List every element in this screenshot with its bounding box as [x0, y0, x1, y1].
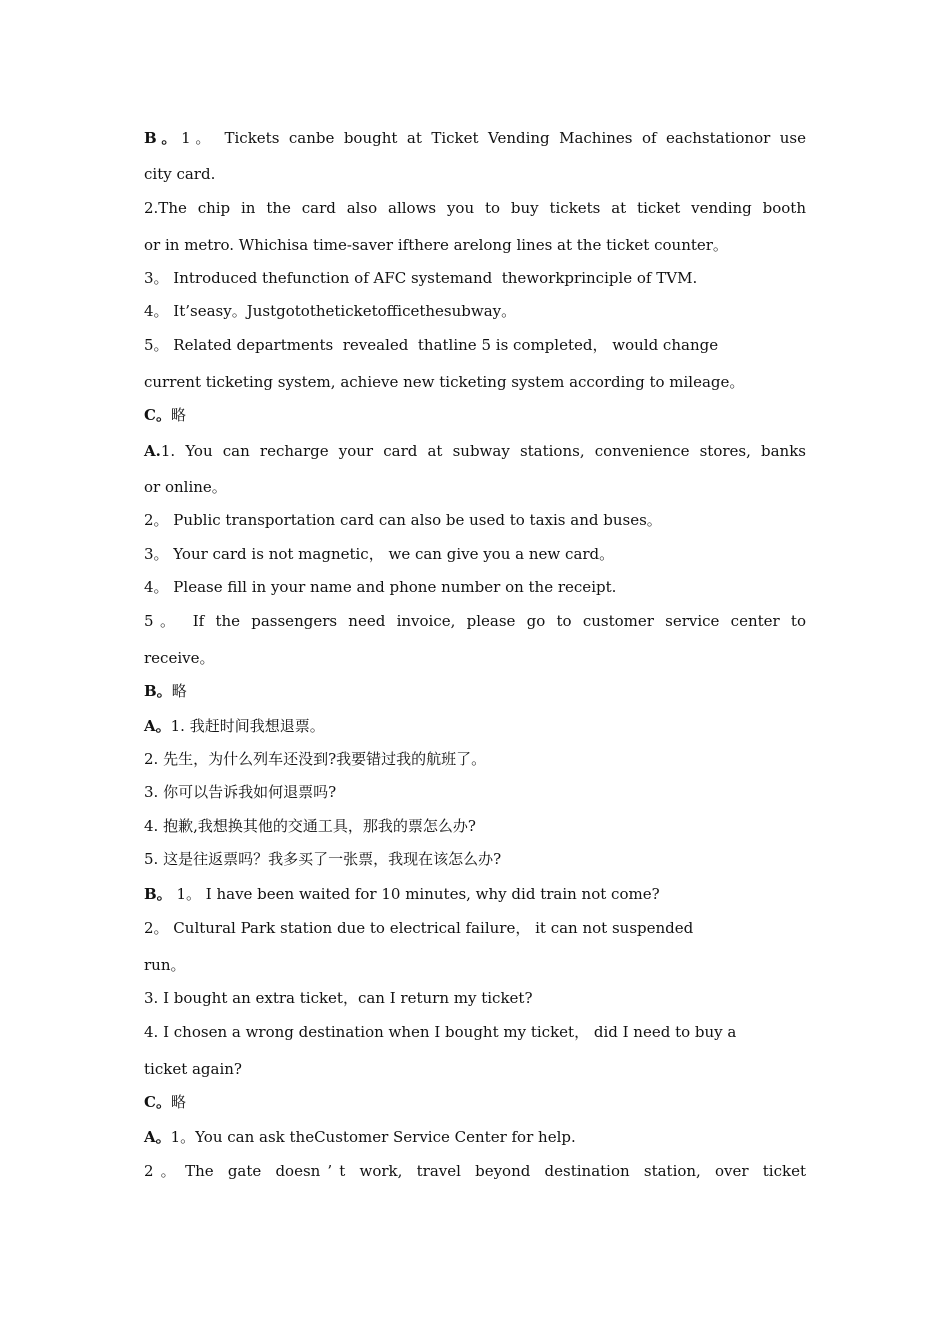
- line-text: 3。 Introduced thefunction of AFC systemand theworkprinciple of TVM.: [144, 269, 698, 287]
- line-text: 略: [171, 682, 187, 700]
- line-text: city card.: [144, 165, 216, 183]
- text-line: [144, 510, 662, 530]
- text-line: [144, 164, 215, 184]
- line-text: 3。 Your card is not magnetic， we can give you a new card。: [144, 545, 615, 563]
- line-text: 3. 你可以告诉我如何退票吗?: [144, 783, 337, 801]
- section-marker: C。: [144, 406, 171, 424]
- line-text: 4。 Please fill in your name and phone number on the receipt.: [144, 578, 617, 596]
- line-text: run。: [144, 956, 186, 974]
- line-text: 4。 It’seasy。Justgototheticketofficethesubway。: [144, 302, 517, 320]
- line-text: 1。 I have been waited for 10 minutes, why did train not come?: [171, 885, 660, 903]
- text-line: [144, 1059, 242, 1079]
- section-marker: A。: [144, 717, 171, 735]
- text-line: [144, 198, 806, 218]
- line-text: 5. 这是往返票吗？我多买了一张票，我现在该怎么办?: [144, 850, 502, 868]
- text-line: [144, 648, 214, 668]
- line-text: or in metro. Whichisa time-saver ifthere arelong lines at the ticket counter。: [144, 236, 728, 254]
- text-line: [144, 716, 325, 736]
- line-text: 略: [170, 1093, 186, 1111]
- line-text: ticket again?: [144, 1060, 242, 1078]
- text-line: [144, 235, 728, 255]
- line-text: current ticketing system, achieve new ticketing system according to mileage。: [144, 373, 745, 391]
- text-line: [144, 955, 186, 975]
- text-line: [144, 301, 516, 321]
- text-line: [144, 477, 227, 497]
- text-line: [144, 128, 806, 148]
- text-line: [144, 782, 336, 802]
- text-line: [144, 1161, 806, 1181]
- line-text: 略: [170, 406, 186, 424]
- text-line: [144, 1127, 576, 1147]
- text-line: [144, 884, 660, 904]
- text-line: [144, 544, 614, 564]
- line-text: 2。 Public transportation card can also be used to taxis and buses。: [144, 511, 662, 529]
- text-line: [144, 405, 186, 425]
- line-text: 1。 Tickets canbe bought at Ticket Vending Machines of eachstationor use: [181, 129, 806, 147]
- text-line: [144, 749, 486, 769]
- line-text: 2 。 The gate doesn ’ t work, travel beyond destination station, over ticket: [144, 1162, 806, 1180]
- text-line: [144, 335, 718, 355]
- text-line: [144, 816, 476, 836]
- text-line: [144, 681, 187, 701]
- line-text: 4. 抱歉,我想换其他的交通工具，那我的票怎么办?: [144, 817, 476, 835]
- text-line: [144, 611, 806, 631]
- line-text: 1. You can recharge your card at subway stations, convenience stores, banks: [160, 442, 806, 460]
- section-marker: B。: [144, 129, 182, 147]
- section-marker: C。: [144, 1093, 171, 1111]
- line-text: 5。 If the passengers need invoice, please go to customer service center to: [144, 612, 806, 630]
- text-line: [144, 441, 806, 461]
- section-marker: A。: [144, 1128, 171, 1146]
- text-line: [144, 577, 616, 597]
- line-text: 5。 Related departments revealed thatline 5 is completed， would change: [144, 336, 719, 354]
- section-marker: A.: [144, 442, 161, 460]
- text-line: [144, 1022, 736, 1042]
- line-text: 2. 先生，为什么列车还没到?我要错过我的航班了。: [144, 750, 487, 768]
- text-line: [144, 849, 501, 869]
- line-text: 2.The chip in the card also allows you to buy tickets at ticket vending booth: [144, 199, 806, 217]
- line-text: receive。: [144, 649, 215, 667]
- line-text: 1. 我赶时间我想退票。: [170, 717, 325, 735]
- line-text: or online。: [144, 478, 227, 496]
- section-marker: B。: [144, 885, 172, 903]
- text-line: [144, 988, 533, 1008]
- line-text: 1。You can ask theCustomer Service Center for help.: [170, 1128, 576, 1146]
- section-marker: B。: [144, 682, 172, 700]
- line-text: 4. I chosen a wrong destination when I bought my ticket， did I need to buy a: [144, 1023, 737, 1041]
- line-text: 2。 Cultural Park station due to electrical failure， it can not suspended: [144, 919, 694, 937]
- line-text: 3. I bought an extra ticket，can I return my ticket?: [144, 989, 533, 1007]
- text-line: [144, 372, 744, 392]
- text-line: [144, 1092, 186, 1112]
- text-line: [144, 268, 697, 288]
- text-line: [144, 918, 693, 938]
